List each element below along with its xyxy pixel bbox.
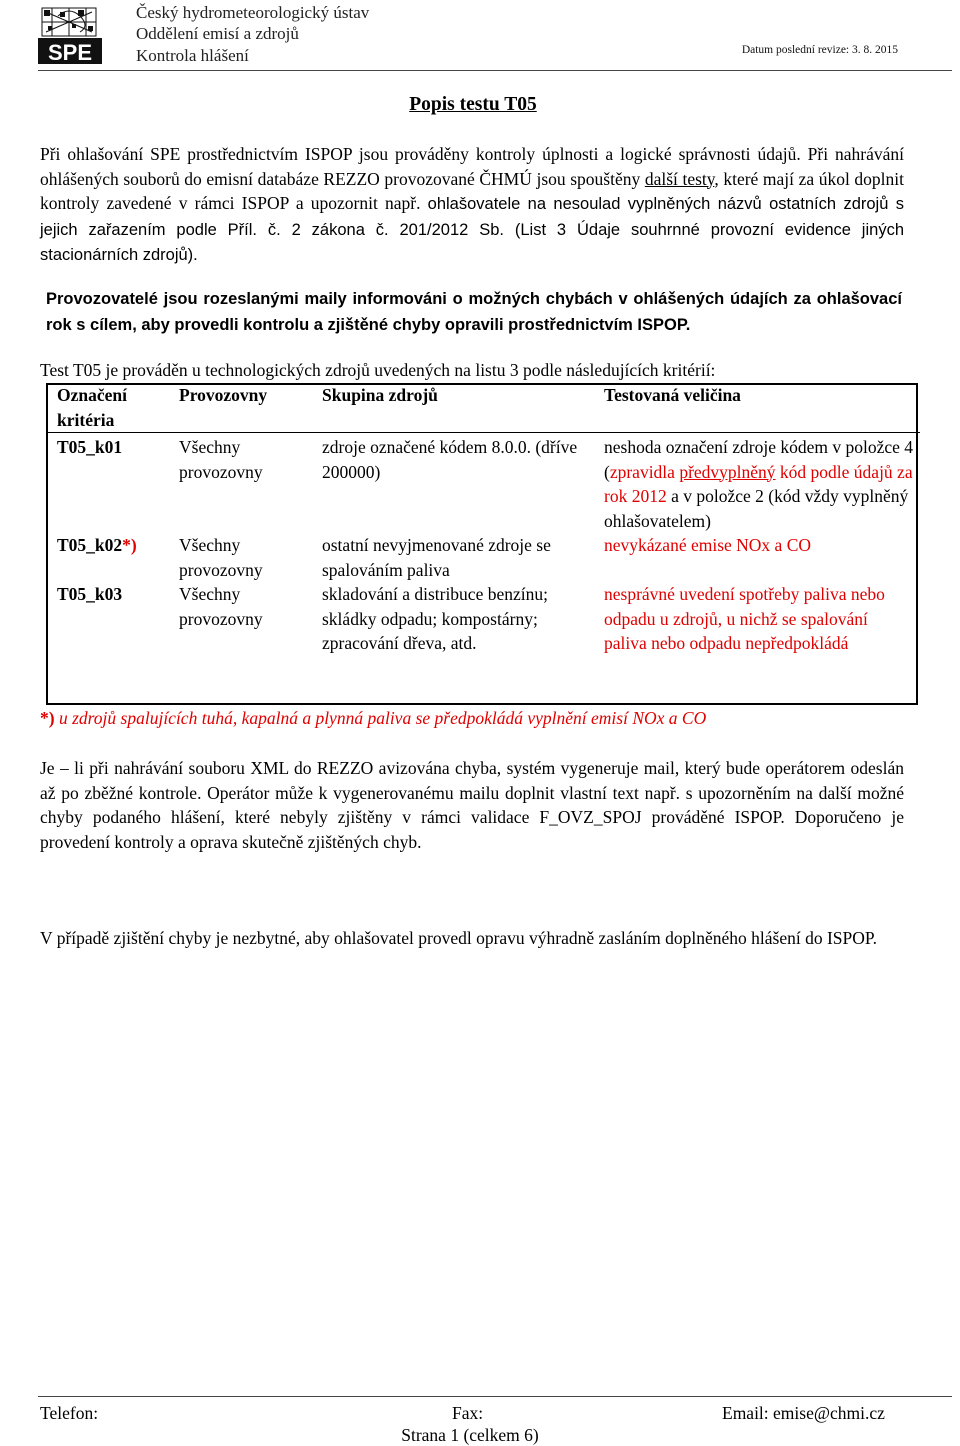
header-source-group: Skupina zdrojů	[311, 383, 593, 433]
table-row	[46, 533, 920, 582]
error-fix-paragraph: V případě zjištění chyby je nezbytné, aby ohlašovatel provedl opravu výhradně zasláním doplněného hlášení do ISPOP.	[40, 928, 878, 948]
plants-cell: Všechny provozovny	[179, 535, 263, 580]
criterion-code: T05_k03	[57, 584, 123, 604]
intro-text-b: , které mají za úkol doplnit kontroly zavedené v rámci ISPOP a upozornit např.	[40, 168, 905, 213]
tested-quantity-cell: nevykázané emise NOx a CO	[604, 535, 812, 555]
footer-fax: Fax:	[452, 1403, 484, 1423]
tested-quantity-cell: neshoda označení zdroje kódem v položce 4 (zpravidla předvyplněný kód podle údajů za rok 2012 a v položce 2 (kód vždy vyplněný ohlašovatelem)	[604, 437, 914, 531]
tested-quantity-cell: nesprávné uvedení spotřeby paliva nebo odpadu u zdrojů, u nichž se spalování paliva nebo odpadu nepředpokládá	[604, 584, 885, 653]
xml-upload-paragraph: Je – li při nahrávání souboru XML do REZZO avizována chyba, systém vygeneruje mail, který bude operátorem odeslán až po zběžné kontrole. Operátor může k vygenerovanému mailu doplnit vlastní text např. s upozorněním na další možné chyby podaného hlášení, které nebyly zjištěny v rámci validace F_OVZ_SPOJ prováděné ISPOP. Doporučeno je provedení kontroly a oprava skutečně zjištěných chyb.	[40, 758, 904, 852]
further-tests-link[interactable]: další testy	[644, 168, 715, 189]
source-group-cell: ostatní nevyjmenované zdroje se spalováním paliva	[322, 535, 551, 580]
source-group-cell: skladování a distribuce benzínu; skládky odpadu; kompostárny; zpracování dřeva, atd.	[322, 584, 548, 653]
table-header-row	[46, 383, 920, 433]
header-plants: Provozovny	[168, 383, 311, 433]
table-footnote: *) u zdrojů spalujících tuhá, kapalná a plynná paliva se předpokládá vyplnění emisí NOx a CO	[40, 708, 707, 728]
footer-phone: Telefon:	[40, 1403, 99, 1423]
page-title: Popis testu T05	[409, 94, 537, 115]
criterion-code: T05_k01	[57, 437, 123, 457]
plants-cell: Všechny provozovny	[179, 584, 263, 629]
plants-cell: Všechny provozovny	[179, 437, 263, 482]
chmi-logo	[38, 2, 102, 66]
header-tested-quantity: Testovaná veličina	[593, 383, 920, 433]
header-divider	[38, 70, 952, 71]
document-type: Kontrola hlášení	[136, 46, 249, 65]
footer-divider	[38, 1396, 952, 1397]
intro-text-c: ohlašovatele na nesoulad vyplněných názvů ostatních zdrojů s jejich zařazením podle Příl. č. 2 zákona č. 201/2012 Sb. (List 3 Údaje souhrnné provozní evidence jiných stacionárních zdrojů).	[40, 195, 905, 264]
footer-email[interactable]: Email: emise@chmi.cz	[722, 1403, 885, 1423]
intro-text-a: Při ohlašování SPE prostřednictvím ISPOP jsou prováděny kontroly úplnosti a logické správnosti údajů. Při nahrávání ohlášených souborů do emisní databáze REZZO provozované ČHMÚ jsou spouštěny	[40, 144, 904, 189]
source-group-cell: zdroje označené kódem 8.0.0. (dříve 200000)	[322, 437, 578, 482]
bold-notice: Provozovatelé jsou rozeslanými maily informováni o možných chybách v ohlášených údajích za ohlašovací rok s cílem, aby provedli kontrolu a zjištěné chyby opravili prostřednictvím ISPOP.	[46, 290, 902, 334]
institute-name: Český hydrometeorologický ústav	[136, 3, 370, 22]
criterion-code: T05_k02*)	[57, 535, 137, 555]
header-criterion: Označení kritéria	[46, 383, 168, 433]
table-row	[46, 433, 920, 534]
revision-date: Datum poslední revize: 3. 8. 2015	[741, 44, 898, 56]
department-name: Oddělení emisí a zdrojů	[136, 24, 299, 43]
page-number: Strana 1 (celkem 6)	[401, 1425, 539, 1445]
criteria-table	[46, 383, 920, 656]
table-intro: Test T05 je prováděn u technologických zdrojů uvedených na listu 3 podle následujících kritérií:	[40, 360, 716, 380]
svg-text:SPE: SPE	[47, 40, 93, 65]
table-row	[46, 582, 920, 656]
intro-paragraph	[40, 142, 904, 268]
